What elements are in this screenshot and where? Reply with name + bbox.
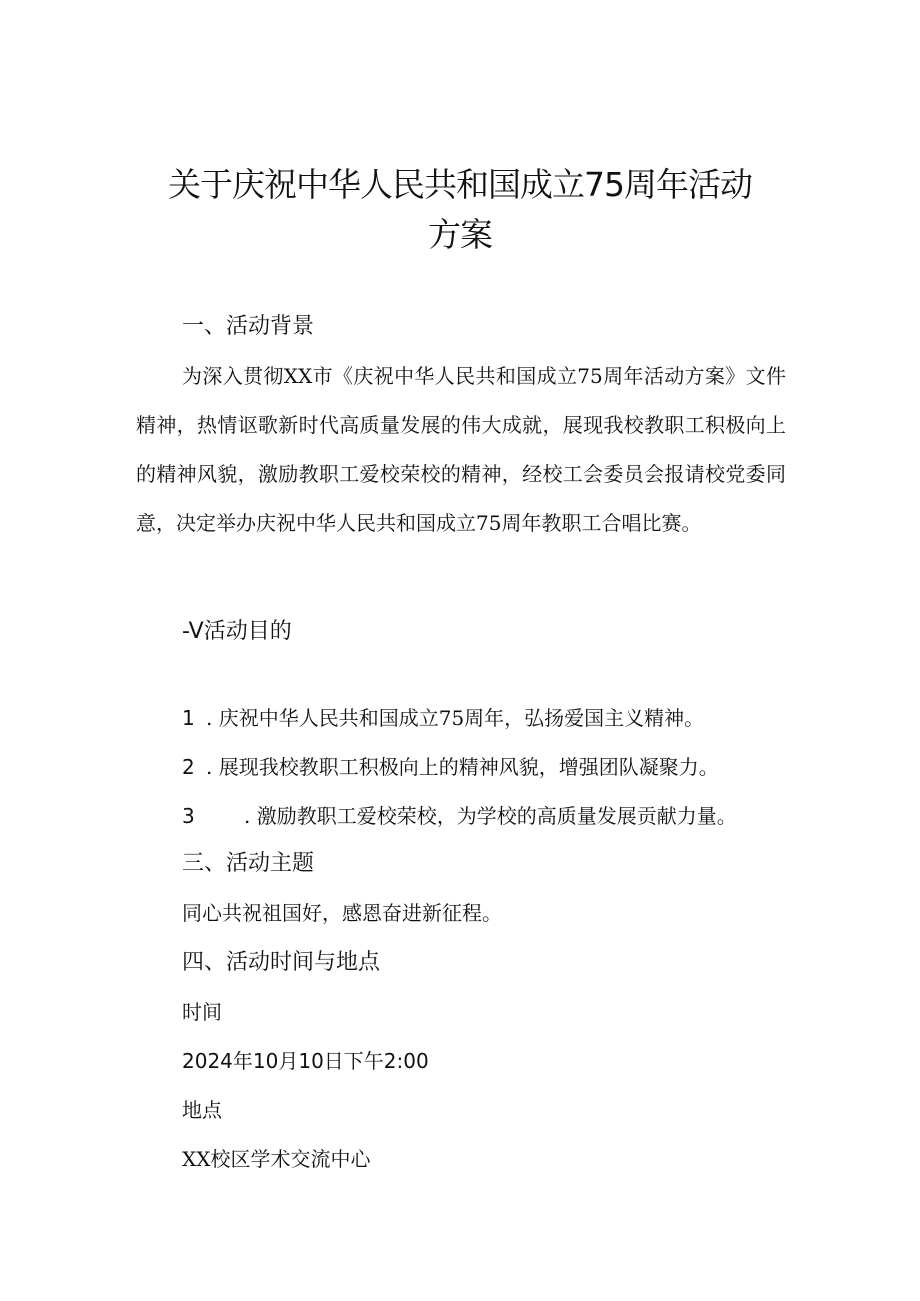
purpose-item-1: [182, 703, 704, 733]
document-title-line-2: 方案: [428, 215, 492, 254]
purpose-item-2-number: 2: [182, 755, 195, 779]
purpose-item-2-text: . 展现我校教职工积极向上的精神风貌，增强团队凝聚力。: [206, 755, 719, 779]
section-heading-background: 一、活动背景: [182, 314, 315, 339]
document-title-line-1: 关于庆祝中华人民共和国成立75周年活动: [168, 165, 752, 204]
time-value: 2024年10月10日下午2:00: [182, 1049, 429, 1073]
purpose-item-3-number: 3: [182, 804, 195, 828]
purpose-item-2: [182, 752, 719, 782]
section-heading-purpose: -V活动目的: [182, 619, 292, 644]
purpose-item-1-number: 1: [182, 706, 195, 730]
place-value: XX校区学术交流中心: [182, 1147, 371, 1171]
purpose-item-3-text: . 激励教职工爱校荣校，为学校的高质量发展贡献力量。: [244, 804, 737, 828]
purpose-item-3: [182, 801, 737, 831]
purpose-item-1-text: . 庆祝中华人民共和国成立75周年，弘扬爱国主义精神。: [206, 706, 705, 730]
theme-text: 同心共祝祖国好，感恩奋进新征程。: [182, 901, 502, 925]
background-paragraph: 为深入贯彻XX市《庆祝中华人民共和国成立75周年活动方案》文件精神，热情讴歌新时代高质量发展的伟大成就，展现我校教职工积极向上的精神风貌，激励教职工爱校荣校的精神，经校工会委员会报请校党委同意，决定举办庆祝中华人民共和国成立75周年教职工合唱比赛。: [136, 364, 786, 535]
place-label: 地点: [182, 1098, 222, 1122]
section-heading-time-place: 四、活动时间与地点: [182, 950, 381, 975]
time-label: 时间: [182, 1000, 222, 1024]
section-heading-theme: 三、活动主题: [182, 851, 315, 876]
